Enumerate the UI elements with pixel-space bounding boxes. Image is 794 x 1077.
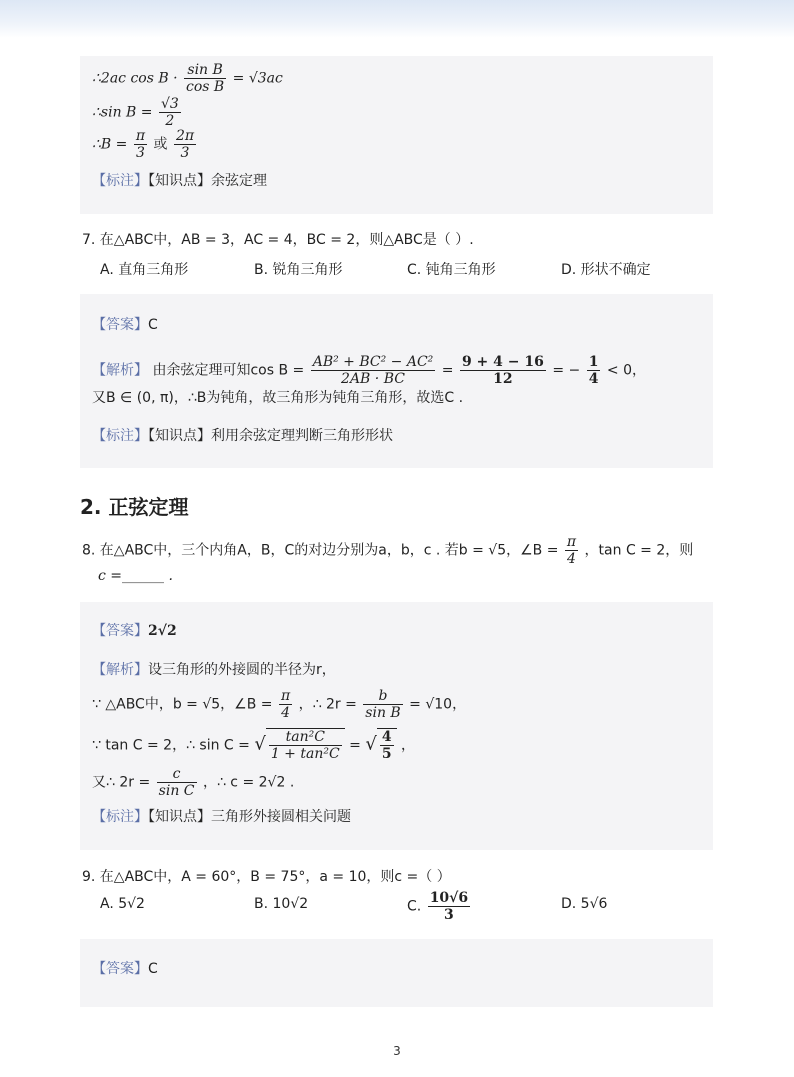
derivation-line-1: ∴2ac cos B · $\frac{\text{sin B}}{\text{cos B}}$ = √3ac <box>92 62 283 95</box>
q9-answer: 【答案】C <box>92 961 158 977</box>
question-7-stem: 7. 在△ABC中，AB = 3，AC = 4，BC = 2，则△ABC是（ ）. <box>82 232 474 248</box>
q7-answer: 【答案】C <box>92 317 158 333</box>
q9-option-b: B. 10√2 <box>254 896 309 912</box>
q9-option-a: A. 5√2 <box>100 896 145 912</box>
q7-option-b: B. 锐角三角形 <box>254 262 343 278</box>
q7-analysis: 【解析】 由余弦定理可知cos B = $\frac{\text{AB² + BC² − AC²}}{2AB \cdot BC}$ = $\frac{9 + 4 - 16}{12}$ = − $\frac{1}{4}$ < 0， <box>92 354 646 387</box>
q7-option-a: A. 直角三角形 <box>100 262 189 278</box>
section-title: 2. 正弦定理 <box>80 495 189 519</box>
derivation-line-3: ∴B = $\frac{\pi}{3}$ 或 $\frac{2\pi}{3}$ <box>92 128 195 161</box>
note-q6: 【标注】【知识点】余弦定理 <box>92 173 267 189</box>
q8-answer: 【答案】2√2 <box>92 623 177 639</box>
note-q7: 【标注】【知识点】利用余弦定理判断三角形形状 <box>92 428 393 444</box>
question-9-stem: 9. 在△ABC中，A = 60°，B = 75°，a = 10，则c =（ ） <box>82 869 451 885</box>
q8-analysis-line-1: 【解析】设三角形的外接圆的半径为r， <box>92 662 336 678</box>
q8-analysis-line-2: ∵ △ABC中，b = √5，∠B = $\frac{\pi}{4}$ ，∴ 2r = $\frac{b}{\text{sin B}}$ = √10， <box>92 688 467 721</box>
derivation-line-2: ∴sin B = $\frac{√3}{2}$ <box>92 96 179 129</box>
q9-option-d: D. 5√6 <box>561 896 608 912</box>
question-8-blank: c =______ . <box>98 568 173 584</box>
q7-option-d: D. 形状不确定 <box>561 262 651 278</box>
page-number: 3 <box>393 1044 401 1058</box>
q8-analysis-line-3: ∵ tan C = 2，∴ sin C = √ $\frac{\text{tan²C}}{\text{1 + tan²C}}$ = √ $\frac{4}{5}$ ， <box>92 729 416 762</box>
header-band <box>0 0 794 38</box>
q9-option-c: C. $\frac{10√6}{3}$ <box>407 890 469 923</box>
question-8-stem: 8. 在△ABC中，三个内角A，B，C的对边分别为a，b，c . 若b = √5，∠B = $\frac{\pi}{4}$ ，tan C = 2，则 <box>82 534 694 567</box>
q8-analysis-line-4: 又∴ 2r = $\frac{c}{\text{sin C}}$ ，∴ c = 2√2 . <box>92 766 295 799</box>
note-q8: 【标注】【知识点】三角形外接圆相关问题 <box>92 809 351 825</box>
q7-analysis-line-2: 又B ∈ (0, π)，∴B为钝角，故三角形为钝角三角形，故选C . <box>92 390 464 406</box>
answer-box-q9 <box>80 939 713 1007</box>
q7-option-c: C. 钝角三角形 <box>407 262 496 278</box>
